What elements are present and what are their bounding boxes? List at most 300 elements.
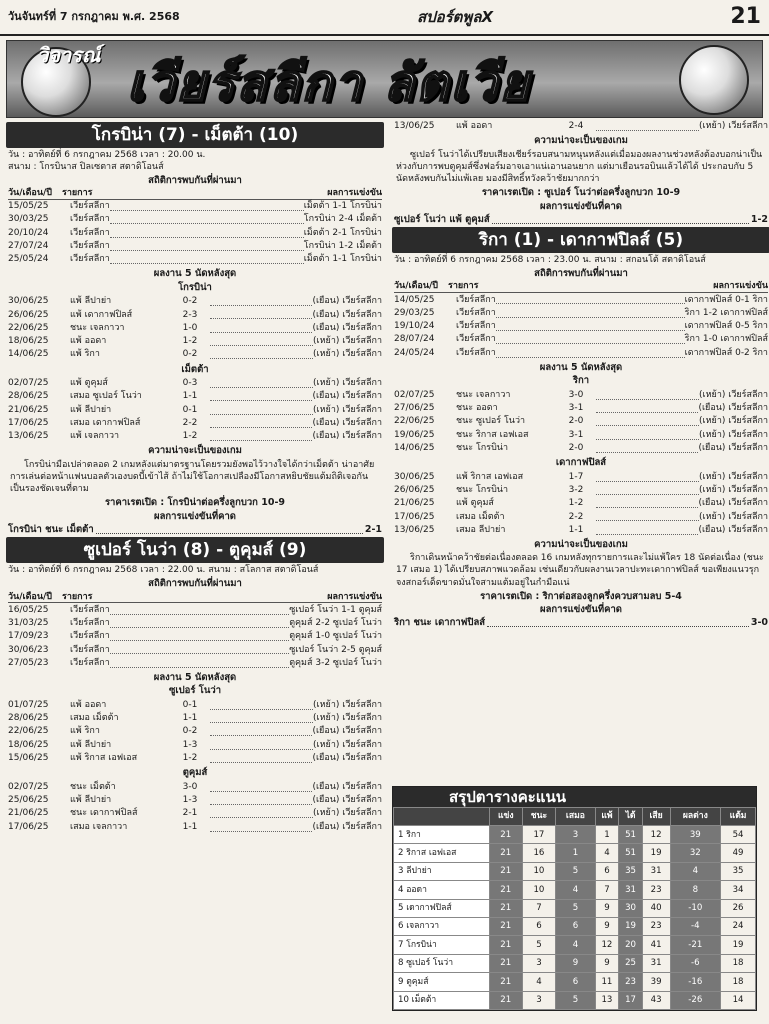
form-opponent: ชนะ เม็ตต้า bbox=[70, 781, 116, 792]
form-row bbox=[394, 524, 768, 537]
form-score: 3-0 bbox=[182, 781, 198, 792]
form-date: 13/06/25 bbox=[394, 524, 435, 535]
form-row bbox=[394, 470, 768, 483]
dotted-leader bbox=[210, 406, 313, 415]
h2h-date: 14/05/25 bbox=[394, 294, 435, 305]
form-row bbox=[8, 377, 382, 390]
form-title: ผลงาน 5 นัดหลังสุด bbox=[539, 361, 623, 373]
form-opponent: แพ้ ริกาส เอฟเอส bbox=[70, 753, 138, 764]
h2h-row bbox=[394, 346, 768, 359]
form-row bbox=[8, 308, 382, 321]
form-row bbox=[8, 430, 382, 443]
standings-col-head: แข่ง bbox=[490, 808, 523, 826]
h2h-date: 28/07/24 bbox=[394, 334, 435, 345]
h2h-col-result: ผลการแข่งขัน bbox=[327, 187, 382, 198]
form-row bbox=[8, 820, 382, 833]
standings-row bbox=[394, 844, 756, 862]
standings-cell: 21 bbox=[490, 844, 523, 862]
form-opponent: แพ้ ตูคุมส์ bbox=[70, 378, 108, 389]
standings-cell: 9 bbox=[595, 899, 619, 917]
standings-row bbox=[394, 826, 756, 844]
form-date: 28/06/25 bbox=[8, 391, 49, 402]
form-opponent: เสมอ ซูเปอร์ โนว่า bbox=[70, 391, 142, 402]
dotted-leader bbox=[110, 619, 289, 628]
standings-cell: -10 bbox=[670, 899, 721, 917]
team-name: ตูคุมส์ bbox=[182, 767, 208, 779]
h2h-result: เม็ตต้า 1-1 โกรบิน่า bbox=[303, 254, 382, 265]
prediction-score: 1-2 bbox=[750, 213, 768, 225]
h2h-col-date: วัน/เดือน/ปี bbox=[8, 591, 52, 602]
form-venue: (เยือน) เวียร์สลีกา bbox=[312, 781, 382, 792]
dotted-leader bbox=[496, 322, 685, 331]
standings-cell: 21 bbox=[490, 826, 523, 844]
standings-col-head bbox=[394, 808, 490, 826]
right-column bbox=[392, 120, 769, 631]
h2h-row bbox=[8, 253, 382, 266]
standings-cell: 3 bbox=[556, 826, 595, 844]
standings-cell: 18 bbox=[721, 973, 756, 991]
standings-cell: 8 bbox=[670, 881, 721, 899]
standings-cell: 11 bbox=[595, 973, 619, 991]
standings-team: 8 ซูเปอร์ โนว่า bbox=[394, 954, 490, 972]
standings-cell: 12 bbox=[595, 936, 619, 954]
h2h-col-date: วัน/เดือน/ปี bbox=[394, 281, 438, 292]
form-score: 3-1 bbox=[568, 429, 584, 440]
h2h-col-comp: รายการ bbox=[447, 281, 479, 292]
dotted-leader bbox=[210, 754, 312, 763]
form-opponent: แพ้ ออดา bbox=[70, 336, 107, 347]
form-venue: (เยือน) เวียร์สลีกา bbox=[698, 442, 768, 453]
form-row bbox=[394, 497, 768, 510]
form-opponent: ชนะ โกรบิน่า bbox=[456, 484, 508, 495]
form-date: 02/07/25 bbox=[8, 781, 49, 792]
form-venue: (เยือน) เวียร์สลีกา bbox=[698, 498, 768, 509]
h2h-row bbox=[394, 333, 768, 346]
standings-cell: 6 bbox=[556, 973, 595, 991]
form-row bbox=[394, 442, 768, 455]
form-venue: (เยือน) เวียร์สลีกา bbox=[312, 821, 382, 832]
form-row bbox=[8, 752, 382, 765]
team-name: เดากาฟปิลส์ bbox=[555, 457, 607, 469]
h2h-comp: เวียร์สลีกา bbox=[70, 214, 110, 225]
standings-cell: 16 bbox=[522, 844, 556, 862]
prediction-title: ผลการแข่งขันที่คาด bbox=[540, 604, 622, 616]
dotted-leader bbox=[110, 242, 304, 251]
h2h-comp: เวียร์สลีกา bbox=[70, 657, 110, 668]
dotted-leader bbox=[210, 727, 312, 736]
match-info: สนาม : โกรบินาส ปิลเซตาส สตาดิโอนส์ bbox=[8, 161, 164, 172]
form-score: 1-1 bbox=[182, 821, 198, 832]
dotted-leader bbox=[596, 431, 699, 440]
form-date: 01/07/25 bbox=[8, 699, 49, 710]
standings-cell: 13 bbox=[595, 991, 619, 1009]
dotted-leader bbox=[596, 417, 699, 426]
match-info: วัน : อาทิตย์ที่ 6 กรกฎาคม 2568 เวลา : 20.00 น. bbox=[8, 150, 206, 160]
form-row bbox=[8, 404, 382, 417]
h2h-result: ซูเปอร์ โนว่า 2-5 ตูคุมส์ bbox=[289, 644, 382, 655]
standings-cell: 9 bbox=[556, 954, 595, 972]
dotted-leader bbox=[210, 741, 313, 750]
analysis-title: ความน่าจะเป็นของเกม bbox=[534, 135, 628, 147]
prediction-title: ผลการแข่งขันที่คาด bbox=[540, 200, 622, 212]
form-score: 1-2 bbox=[182, 431, 198, 442]
dotted-leader bbox=[496, 335, 685, 344]
form-venue: (เหย้า) เวียร์สลีกา bbox=[699, 416, 768, 427]
standings-cell: 5 bbox=[556, 991, 595, 1009]
form-opponent: แพ้ ริกา bbox=[70, 726, 100, 737]
form-row bbox=[394, 120, 768, 133]
form-date: 13/06/25 bbox=[394, 121, 435, 132]
team-name: ซูเปอร์ โนว่า bbox=[168, 685, 222, 697]
dotted-leader bbox=[210, 419, 312, 428]
h2h-date: 20/10/24 bbox=[8, 227, 49, 238]
dotted-leader bbox=[210, 337, 313, 346]
dotted-leader bbox=[210, 796, 312, 805]
form-row bbox=[394, 402, 768, 415]
form-date: 25/06/25 bbox=[8, 795, 49, 806]
standings-cell: 20 bbox=[619, 936, 642, 954]
dotted-leader bbox=[596, 473, 699, 482]
form-opponent: แพ้ ลีปาย่า bbox=[70, 296, 112, 307]
match-info: วัน : อาทิตย์ที่ 6 กรกฎาคม 2568 เวลา : 23.00 น. สนาม : สกอนโต้ สตาดิโอนส์ bbox=[394, 255, 706, 266]
form-score: 1-2 bbox=[182, 336, 198, 347]
h2h-result: ตูคุมส์ 3-2 ซูเปอร์ โนว่า bbox=[289, 657, 382, 668]
form-opponent: แพ้ ริกา bbox=[70, 349, 100, 360]
h2h-date: 15/05/25 bbox=[8, 201, 49, 212]
h2h-row bbox=[394, 293, 768, 306]
h2h-title: สถิติการพบกันที่ผ่านมา bbox=[534, 268, 628, 280]
form-venue: (เหย้า) เวียร์สลีกา bbox=[699, 429, 768, 440]
standings-team: 6 เจลกาวา bbox=[394, 917, 490, 935]
form-venue: (เหย้า) เวียร์สลีกา bbox=[313, 699, 382, 710]
standings-cell: 6 bbox=[522, 917, 556, 935]
dotted-leader bbox=[110, 202, 304, 211]
standings-cell: 1 bbox=[595, 826, 619, 844]
standings-cell: 21 bbox=[490, 936, 523, 954]
standings-cell: 4 bbox=[595, 844, 619, 862]
dotted-leader bbox=[110, 215, 304, 224]
h2h-comp: เวียร์สลีกา bbox=[70, 617, 110, 628]
publication-logo: สปอร์ตพูลX bbox=[416, 8, 494, 26]
form-score: 2-0 bbox=[568, 416, 584, 427]
form-opponent: เสมอ เม็ตต้า bbox=[70, 713, 119, 724]
standings-cell: 49 bbox=[721, 844, 756, 862]
banner-title: เวียร์สลีกา ลัตเวีย bbox=[127, 54, 531, 112]
h2h-comp: เวียร์สลีกา bbox=[70, 201, 110, 212]
form-opponent: แพ้ ออดา bbox=[70, 699, 107, 710]
dotted-leader bbox=[596, 444, 698, 453]
h2h-comp: เวียร์สลีกา bbox=[456, 307, 496, 318]
form-row bbox=[8, 781, 382, 794]
h2h-date: 16/05/25 bbox=[8, 604, 49, 615]
standings-cell: 30 bbox=[619, 899, 642, 917]
standings-team: 4 ออดา bbox=[394, 881, 490, 899]
form-score: 2-2 bbox=[568, 511, 584, 522]
dotted-leader bbox=[210, 823, 312, 832]
h2h-comp: เวียร์สลีกา bbox=[456, 294, 496, 305]
standings-title: สรุปตารางคะแนน bbox=[393, 787, 756, 807]
form-score: 2-0 bbox=[568, 442, 584, 453]
form-date: 21/06/25 bbox=[394, 498, 435, 509]
standings-cell: 1 bbox=[556, 844, 595, 862]
standings-cell: 35 bbox=[721, 862, 756, 880]
form-venue: (เยือน) เวียร์สลีกา bbox=[312, 726, 382, 737]
dotted-leader bbox=[596, 122, 699, 131]
form-score: 1-2 bbox=[182, 753, 198, 764]
form-venue: (เยือน) เวียร์สลีกา bbox=[312, 431, 382, 442]
standings-cell: 6 bbox=[595, 862, 619, 880]
h2h-result: ริกา 1-0 เดากาฟปิลส์ bbox=[684, 334, 768, 345]
form-venue: (เยือน) เวียร์สลีกา bbox=[312, 296, 382, 307]
h2h-result: เดากาฟปิลส์ 0-5 ริกา bbox=[684, 321, 768, 332]
form-date: 14/06/25 bbox=[394, 442, 435, 453]
prediction-row bbox=[394, 214, 768, 225]
standings-cell: 23 bbox=[619, 973, 642, 991]
form-score: 3-1 bbox=[568, 403, 584, 414]
h2h-row bbox=[8, 630, 382, 643]
form-date: 14/06/25 bbox=[8, 349, 49, 360]
form-venue: (เยือน) เวียร์สลีกา bbox=[312, 753, 382, 764]
form-score: 2-4 bbox=[568, 121, 584, 132]
standings-cell: 23 bbox=[642, 881, 670, 899]
form-opponent: แพ้ ลีปาย่า bbox=[70, 795, 112, 806]
h2h-result: ซูเปอร์ โนว่า 1-1 ตูคุมส์ bbox=[289, 604, 382, 615]
standings-cell: 26 bbox=[721, 899, 756, 917]
h2h-comp: เวียร์สลีกา bbox=[70, 644, 110, 655]
standings-cell: 21 bbox=[490, 917, 523, 935]
standings-cell: 32 bbox=[670, 844, 721, 862]
match-info: วัน : อาทิตย์ที่ 6 กรกฎาคม 2568 เวลา : 22.00 น. สนาม : สโลกาส สตาดิโอนส์ bbox=[8, 565, 319, 576]
standings-cell: 3 bbox=[522, 991, 556, 1009]
h2h-date: 30/06/23 bbox=[8, 644, 49, 655]
standings-col-head: แต้ม bbox=[721, 808, 756, 826]
standings-cell: 39 bbox=[642, 973, 670, 991]
dotted-leader bbox=[496, 309, 685, 318]
h2h-row bbox=[8, 240, 382, 253]
h2h-comp: เวียร์สลีกา bbox=[456, 347, 496, 358]
form-date: 30/06/25 bbox=[8, 296, 49, 307]
h2h-header bbox=[8, 188, 382, 200]
dotted-leader bbox=[596, 391, 699, 400]
analysis-title: ความน่าจะเป็นของเกม bbox=[148, 445, 242, 457]
standings-cell: 7 bbox=[522, 899, 556, 917]
h2h-col-comp: รายการ bbox=[61, 187, 93, 198]
football-icon bbox=[679, 45, 749, 115]
standings-cell: 40 bbox=[642, 899, 670, 917]
dotted-leader bbox=[110, 255, 304, 264]
form-row bbox=[8, 725, 382, 738]
standings-cell: 21 bbox=[490, 991, 523, 1009]
match-title: โกรบิน่า (7) - เม็ตต้า (10) bbox=[6, 122, 384, 148]
form-score: 2-3 bbox=[182, 309, 198, 320]
analysis-text: ซูเปอร์ โนว่าได้เปรียบเสียงเชียร์รอบสนามหนุนหลังแต่เมื่อมองผลงานช่วงหลังต้องบอกน่าเป็นห่วงกับการพบตูคุมส์ซึ่งฟอร์มอาจเอาแน่เอานอนยาก แต่มาเยือนรอบินแล้วได้ได้ ประกอบกับ 5 นัดหลังพบกันไม่แพ้เลย มองมีสิทธิ์หวังคว้าชัยมากกว่า bbox=[396, 149, 763, 184]
dotted-leader bbox=[110, 606, 289, 615]
dotted-leader bbox=[596, 404, 698, 413]
h2h-date: 27/07/24 bbox=[8, 240, 49, 251]
form-venue: (เยือน) เวียร์สลีกา bbox=[312, 795, 382, 806]
dotted-leader bbox=[96, 524, 363, 534]
dotted-leader bbox=[110, 645, 289, 654]
h2h-date: 27/05/23 bbox=[8, 657, 49, 668]
standings-team: 10 เม็ตต้า bbox=[394, 991, 490, 1009]
dotted-leader bbox=[110, 229, 304, 238]
form-score: 1-1 bbox=[182, 391, 198, 402]
standings-cell: 5 bbox=[556, 862, 595, 880]
form-date: 13/06/25 bbox=[8, 431, 49, 442]
h2h-result: โกรบิน่า 1-2 เม็ตต้า bbox=[303, 240, 382, 251]
standings-row bbox=[394, 954, 756, 972]
form-date: 26/06/25 bbox=[394, 484, 435, 495]
standings-cell: -21 bbox=[670, 936, 721, 954]
h2h-col-comp: รายการ bbox=[61, 591, 93, 602]
h2h-header bbox=[394, 281, 768, 293]
form-opponent: ชนะ เจลกาวา bbox=[456, 389, 511, 400]
standings-cell: 10 bbox=[522, 862, 556, 880]
h2h-row bbox=[8, 643, 382, 656]
form-venue: (เหย้า) เวียร์สลีกา bbox=[313, 336, 382, 347]
standings-cell: 25 bbox=[619, 954, 642, 972]
standings-cell: 10 bbox=[522, 881, 556, 899]
standings-col-head: ได้ bbox=[619, 808, 642, 826]
standings-cell: 4 bbox=[522, 973, 556, 991]
form-venue: (เยือน) เวียร์สลีกา bbox=[312, 322, 382, 333]
standings-cell: 35 bbox=[619, 862, 642, 880]
form-row bbox=[394, 428, 768, 441]
dotted-leader bbox=[210, 350, 313, 359]
form-venue: (เหย้า) เวียร์สลีกา bbox=[699, 471, 768, 482]
form-venue: (เยือน) เวียร์สลีกา bbox=[312, 391, 382, 402]
analysis-text: โกรบิน่ามือเปล่าตลอด 2 เกมหลังแต่มาตรฐานโดยรวมยังพอไว้วางใจได้กว่าเม็ตต้า น่าอาศัยการเล่นต่อหน้าแฟนบอลตัวเองบดบี้เข้าไส้ ถ้าไม่ใช้โอกาสเปลืองมีโอกาสหยิบชัยแต้มถิติเจอกันเป็นรองชัดเจนที่ตาม bbox=[10, 459, 375, 495]
form-venue: (เยือน) เวียร์สลีกา bbox=[698, 524, 768, 535]
form-score: 1-1 bbox=[182, 713, 198, 724]
standings-cell: -16 bbox=[670, 973, 721, 991]
standings-cell: 19 bbox=[619, 917, 642, 935]
h2h-date: 25/05/24 bbox=[8, 254, 49, 265]
standings-row bbox=[394, 899, 756, 917]
standings-cell: 4 bbox=[556, 936, 595, 954]
form-row bbox=[8, 322, 382, 335]
form-venue: (เหย้า) เวียร์สลีกา bbox=[699, 121, 768, 132]
banner-kicker: วิจารณ์ bbox=[37, 43, 101, 67]
standings-cell: 6 bbox=[556, 917, 595, 935]
form-opponent: ชนะ ริกาส เอฟเอส bbox=[456, 429, 529, 440]
prediction-title: ผลการแข่งขันที่คาด bbox=[154, 510, 236, 522]
standings-cell: 17 bbox=[619, 991, 642, 1009]
analysis-title: ความน่าจะเป็นของเกม bbox=[534, 538, 628, 550]
h2h-result: ตูคุมส์ 2-2 ซูเปอร์ โนว่า bbox=[289, 617, 382, 628]
form-score: 1-3 bbox=[182, 739, 198, 750]
standings-cell: 21 bbox=[490, 899, 523, 917]
standings-cell: 9 bbox=[595, 917, 619, 935]
h2h-date: 17/09/23 bbox=[8, 631, 49, 642]
team-name: โกรบิน่า bbox=[178, 281, 212, 293]
form-title: ผลงาน 5 นัดหลังสุด bbox=[153, 268, 237, 280]
form-row bbox=[394, 510, 768, 523]
team-name: ริกา bbox=[572, 375, 590, 387]
form-score: 1-7 bbox=[568, 471, 584, 482]
form-score: 0-1 bbox=[182, 699, 198, 710]
analysis-text: ริกาเดินหน้าคว้าชัยต่อเนื่องตลอด 16 เกมหลังทุกรายการและไม่แพ้ใคร 18 นัดต่อเนื่อง (ชนะ 17 เสมอ 1) ได้เปรียบสภาพแวดล้อม เช่นเดียวกับผลงานเวลาปะทะเดากาฟปิลส์ ขอเพียงแนวรุกจงสกอร์เด็ดขาดมั่นใจสามแต้มอยู่ในกำมือแน่ bbox=[396, 553, 764, 588]
form-date: 27/06/25 bbox=[394, 403, 435, 414]
dotted-leader bbox=[210, 809, 313, 818]
form-date: 21/06/25 bbox=[8, 808, 49, 819]
standings-col-head: เสีย bbox=[642, 808, 670, 826]
form-score: 3-2 bbox=[568, 484, 584, 495]
standings-cell: 7 bbox=[595, 881, 619, 899]
form-venue: (เยือน) เวียร์สลีกา bbox=[698, 403, 768, 414]
match-title: ริกา (1) - เดากาฟปิลส์ (5) bbox=[392, 227, 769, 253]
form-score: 1-3 bbox=[182, 795, 198, 806]
prediction-row bbox=[8, 524, 382, 535]
standings-cell: 51 bbox=[619, 826, 642, 844]
form-opponent: แพ้ ลีปาย่า bbox=[70, 739, 112, 750]
standings-cell: 21 bbox=[490, 973, 523, 991]
h2h-row bbox=[394, 307, 768, 320]
h2h-col-date: วัน/เดือน/ปี bbox=[8, 187, 52, 198]
form-row bbox=[8, 335, 382, 348]
dotted-leader bbox=[596, 486, 699, 495]
h2h-comp: เวียร์สลีกา bbox=[70, 227, 110, 238]
page-header bbox=[0, 0, 769, 36]
form-score: 2-1 bbox=[182, 808, 198, 819]
standings-cell: 21 bbox=[490, 881, 523, 899]
form-opponent: แพ้ ริกาส เอฟเอส bbox=[456, 471, 524, 482]
form-score: 1-0 bbox=[182, 322, 198, 333]
standings-cell: -4 bbox=[670, 917, 721, 935]
dotted-leader bbox=[210, 432, 312, 441]
h2h-result: ตูคุมส์ 1-0 ซูเปอร์ โนว่า bbox=[289, 631, 382, 642]
standings-cell: 43 bbox=[642, 991, 670, 1009]
form-date: 22/06/25 bbox=[394, 416, 435, 427]
form-row bbox=[8, 712, 382, 725]
h2h-comp: เวียร์สลีกา bbox=[70, 604, 110, 615]
dotted-leader bbox=[210, 310, 312, 319]
form-row bbox=[8, 699, 382, 712]
dotted-leader bbox=[492, 214, 749, 224]
form-row bbox=[394, 484, 768, 497]
standings-team: 2 ริกาส เอฟเอส bbox=[394, 844, 490, 862]
dotted-leader bbox=[596, 512, 699, 521]
prediction-text: โกรบิน่า ชนะ เม็ตต้า bbox=[8, 524, 94, 535]
standings-cell: 12 bbox=[642, 826, 670, 844]
standings-cell: 31 bbox=[642, 862, 670, 880]
h2h-row bbox=[8, 226, 382, 239]
form-row bbox=[8, 348, 382, 361]
standings-cell: 3 bbox=[522, 954, 556, 972]
h2h-result: เดากาฟปิลส์ 0-2 ริกา bbox=[684, 347, 768, 358]
dotted-leader bbox=[210, 392, 312, 401]
standings-row bbox=[394, 991, 756, 1009]
form-score: 1-2 bbox=[568, 498, 584, 509]
standings-cell: 41 bbox=[642, 936, 670, 954]
standings-cell: 18 bbox=[721, 954, 756, 972]
h2h-comp: เวียร์สลีกา bbox=[456, 334, 496, 345]
dotted-leader bbox=[210, 324, 312, 333]
form-date: 22/06/25 bbox=[8, 726, 49, 737]
form-score: 0-1 bbox=[182, 404, 198, 415]
h2h-title: สถิติการพบกันที่ผ่านมา bbox=[148, 578, 242, 590]
standings-row bbox=[394, 917, 756, 935]
match-title: ซูเปอร์ โนว่า (8) - ตูคุมส์ (9) bbox=[6, 537, 384, 563]
form-venue: (เยือน) เวียร์สลีกา bbox=[312, 309, 382, 320]
form-date: 21/06/25 bbox=[8, 404, 49, 415]
form-score: 0-2 bbox=[182, 349, 198, 360]
form-date: 15/06/25 bbox=[8, 753, 49, 764]
form-opponent: ชนะ ออดา bbox=[456, 403, 498, 414]
standings-cell: 31 bbox=[619, 881, 642, 899]
prediction-score: 3-0 bbox=[750, 617, 768, 629]
h2h-row bbox=[394, 320, 768, 333]
